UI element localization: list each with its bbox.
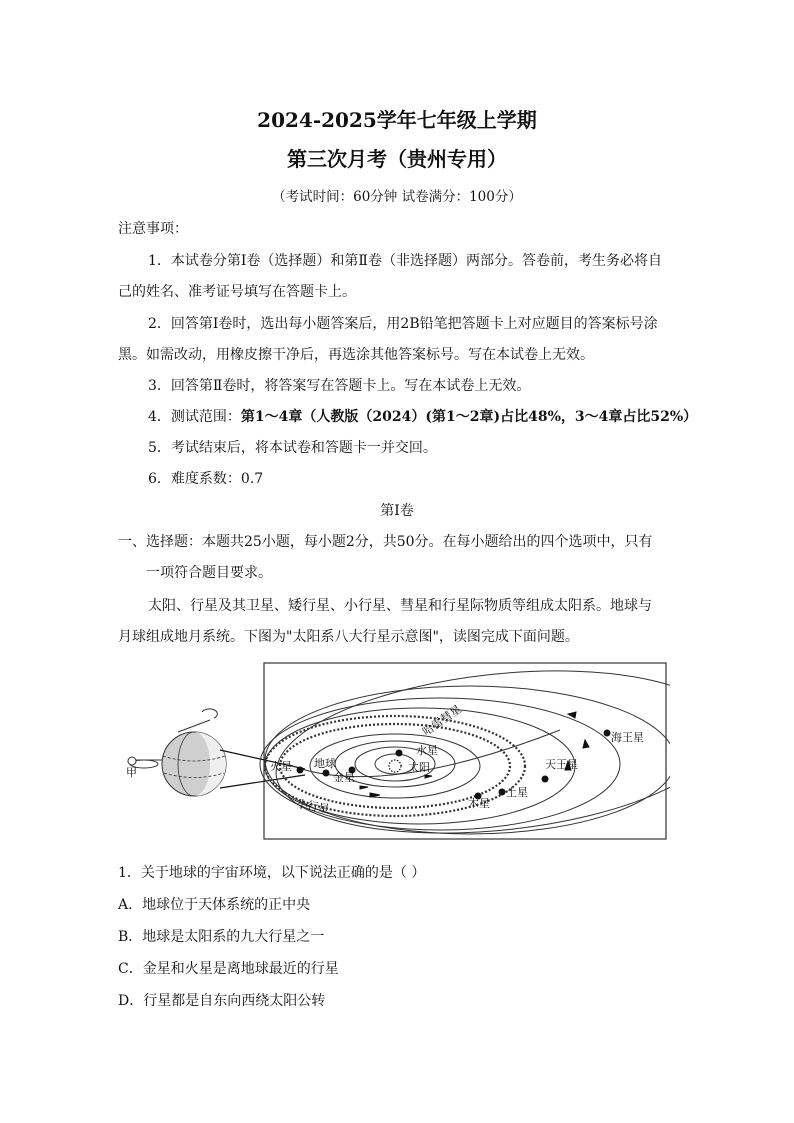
sun-marker	[389, 760, 401, 772]
label-asteroid-belt: 小行星	[295, 797, 331, 816]
mercury-marker	[396, 750, 403, 757]
note-item-6: 6．难度系数：0.7	[148, 471, 264, 487]
label-jupiter: 木星	[468, 797, 490, 810]
note-item-3: 3．回答第Ⅱ卷时，将答案写在答题卡上。写在本试卷上无效。	[148, 378, 531, 394]
note-item-4	[148, 406, 697, 426]
label-sun: 太阳	[408, 761, 430, 774]
saturn-marker	[499, 789, 506, 796]
solar-system-diagram	[120, 660, 670, 845]
passage-text: 太阳、行星及其卫星、矮行星、小行星、彗星和行星际物质等组成太阳系。地球与	[148, 598, 652, 614]
section-instruction: 一、选择题：本题共25小题，每小题2分，共50分。在每小题给出的四个选项中，只有	[118, 534, 653, 550]
question-1-option-d: D．行星都是自东向西绕太阳公转	[118, 993, 326, 1009]
question-1-option-c: C．金星和火星是离地球最近的行星	[118, 961, 339, 977]
exam-subtitle-title: 第三次月考（贵州专用）	[287, 147, 507, 171]
label-earth: 地球	[314, 757, 336, 770]
label-uranus: 天王星	[545, 758, 578, 771]
neptune-marker	[604, 730, 611, 737]
label-saturn: 土星	[506, 786, 528, 799]
notes-heading: 注意事项：	[118, 221, 188, 237]
uranus-marker	[542, 776, 549, 783]
question-1-option-b: B．地球是太阳系的九大行星之一	[118, 929, 325, 945]
label-neptune: 海王星	[611, 731, 644, 744]
passage-text-cont: 月球组成地月系统。下图为"太阳系八大行星示意图"，读图完成下面问题。	[118, 629, 579, 645]
note-item-4-scope: 第1～4章（人教版（2024）(第1～2章)占比48%，3～4章占比52%）	[240, 409, 698, 425]
note-item-4-prefix: 4．测试范围：	[148, 409, 241, 425]
label-jia: 甲	[126, 766, 137, 779]
question-1-option-a: A．地球位于天体系统的正中央	[118, 897, 311, 913]
label-halley-comet: 哈雷彗星	[420, 702, 464, 739]
section-instruction-cont: 一项符合题目要求。	[146, 565, 272, 581]
note-item-2: 2．回答第Ⅰ卷时，选出每小题答案后，用2B铅笔把答题卡上对应题目的答案标号涂	[148, 316, 658, 332]
note-item-5: 5．考试结束后，将本试卷和答题卡一并交回。	[148, 440, 437, 456]
note-item-1: 1．本试卷分第Ⅰ卷（选择题）和第Ⅱ卷（非选择题）两部分。答卷前，考生务必将自	[148, 253, 662, 269]
earth-marker	[323, 770, 330, 777]
note-item-2-cont: 黑。如需改动，用橡皮擦干净后，再选涂其他答案标号。写在本试卷上无效。	[118, 347, 594, 363]
question-1-stem: 1．关于地球的宇宙环境，以下说法正确的是（ ）	[118, 865, 426, 881]
mars-marker	[297, 767, 304, 774]
exam-time-info: （考试时间：60分钟 试卷满分：100分）	[272, 189, 522, 205]
label-mercury: 水星	[416, 744, 438, 757]
section-title: 第Ⅰ卷	[380, 503, 414, 519]
label-venus: 金星	[333, 771, 355, 784]
label-mars: 火星	[270, 760, 292, 773]
note-item-1-cont: 己的姓名、准考证号填写在答题卡上。	[118, 284, 356, 300]
exam-title: 2024-2025学年七年级上学期	[257, 108, 537, 132]
